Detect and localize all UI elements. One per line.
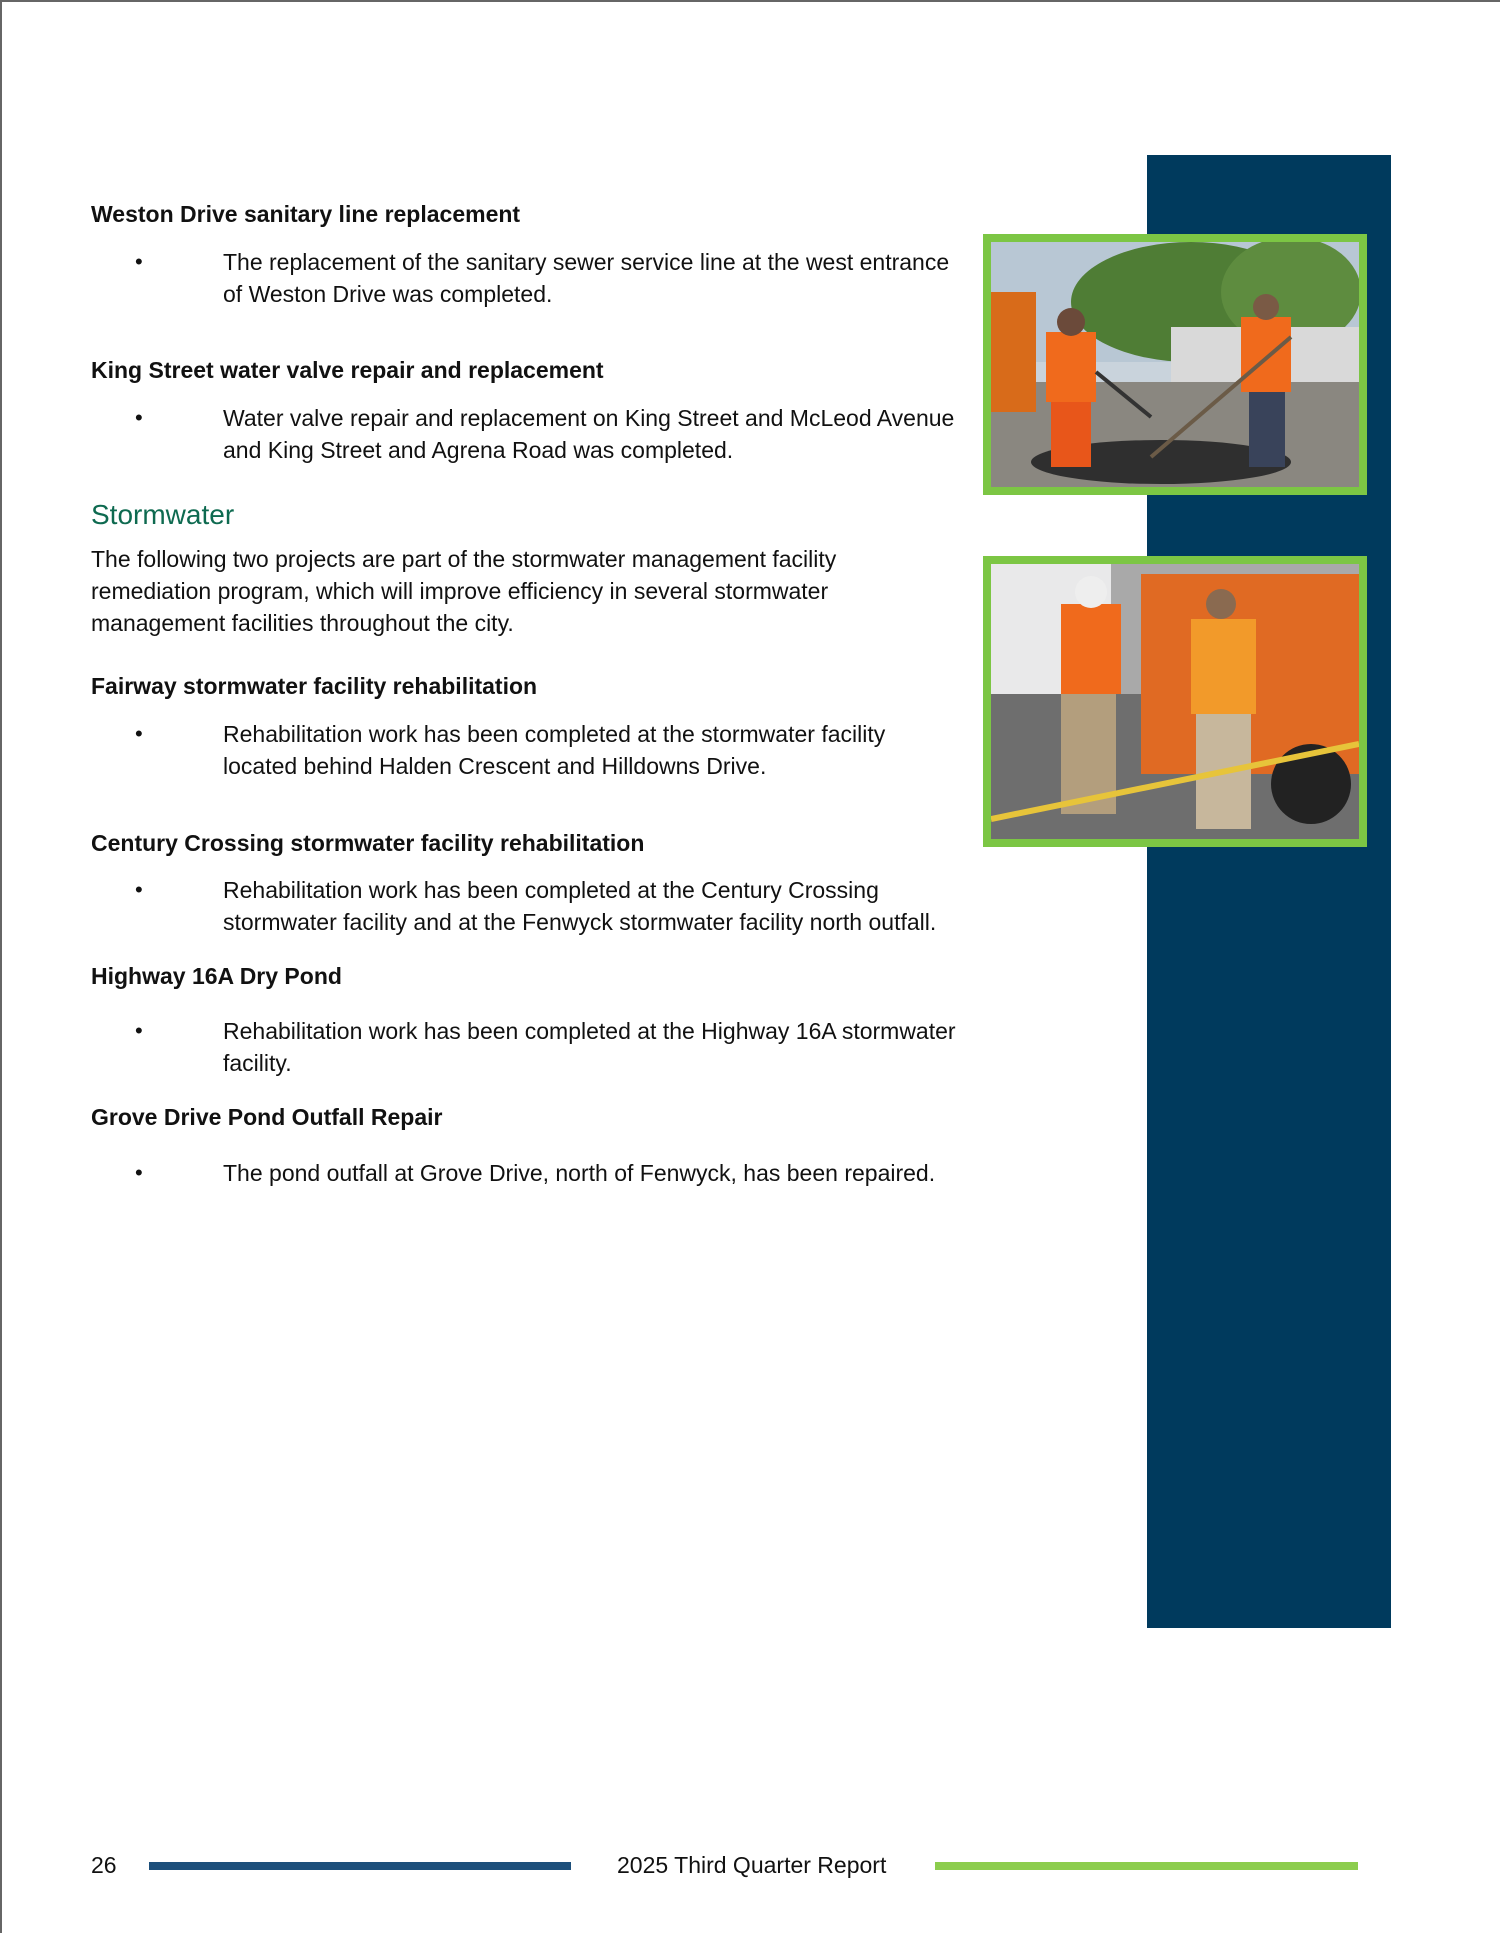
bullet-glyph: • [135, 877, 143, 902]
footer-rule-blue [149, 1862, 571, 1870]
page-footer [0, 1850, 1500, 1880]
footer-rule-green [935, 1862, 1358, 1870]
bullet-text: Rehabilitation work has been completed at the Highway 16A stormwater facility. [223, 1018, 956, 1076]
subheading-king: King Street water valve repair and replacement [91, 357, 604, 383]
bullet-glyph: • [135, 721, 143, 746]
section-heading-stormwater: Stormwater [91, 499, 235, 530]
stormwater-intro-paragraph: The following two projects are part of the stormwater management facility remediation program, which will improve efficiency in several stormwater management facilities throughout the city. [91, 546, 837, 636]
bullet-text: The pond outfall at Grove Drive, north of Fenwyck, has been repaired. [223, 1160, 936, 1186]
bullet-glyph: • [135, 1018, 143, 1043]
bullet-item-fairway [135, 718, 965, 782]
bullet-text: Water valve repair and replacement on King Street and McLeod Avenue and King Street and Agrena Road was completed. [223, 405, 955, 463]
bullet-item-century [135, 874, 965, 938]
page-number: 26 [91, 1852, 117, 1878]
photo-workers-asphalt-trailer [983, 556, 1367, 847]
subheading-grove: Grove Drive Pond Outfall Repair [91, 1104, 443, 1130]
bullet-glyph: • [135, 1160, 143, 1185]
bullet-item-weston [135, 246, 965, 310]
photo-illustration [991, 564, 1359, 839]
bullet-text: The replacement of the sanitary sewer service line at the west entrance of Weston Drive was completed. [223, 249, 950, 307]
subheading-highway: Highway 16A Dry Pond [91, 963, 342, 989]
bullet-item-highway [135, 1015, 965, 1079]
bullet-glyph: • [135, 249, 143, 274]
bullet-text: Rehabilitation work has been completed at the stormwater facility located behind Halden Crescent and Hilldowns Drive. [223, 721, 886, 779]
bullet-text: Rehabilitation work has been completed at the Century Crossing stormwater facility and at the Fenwyck stormwater facility north outfall. [223, 877, 937, 935]
subheading-weston: Weston Drive sanitary line replacement [91, 201, 521, 227]
photo-illustration [991, 242, 1359, 487]
bullet-item-grove [135, 1157, 965, 1189]
bullet-glyph: • [135, 405, 143, 430]
bullet-item-king [135, 402, 965, 466]
subheading-fairway: Fairway stormwater facility rehabilitation [91, 673, 538, 699]
footer-report-title: 2025 Third Quarter Report [617, 1852, 887, 1878]
subheading-century: Century Crossing stormwater facility rehabilitation [91, 830, 645, 856]
photo-road-workers-patching [983, 234, 1367, 495]
